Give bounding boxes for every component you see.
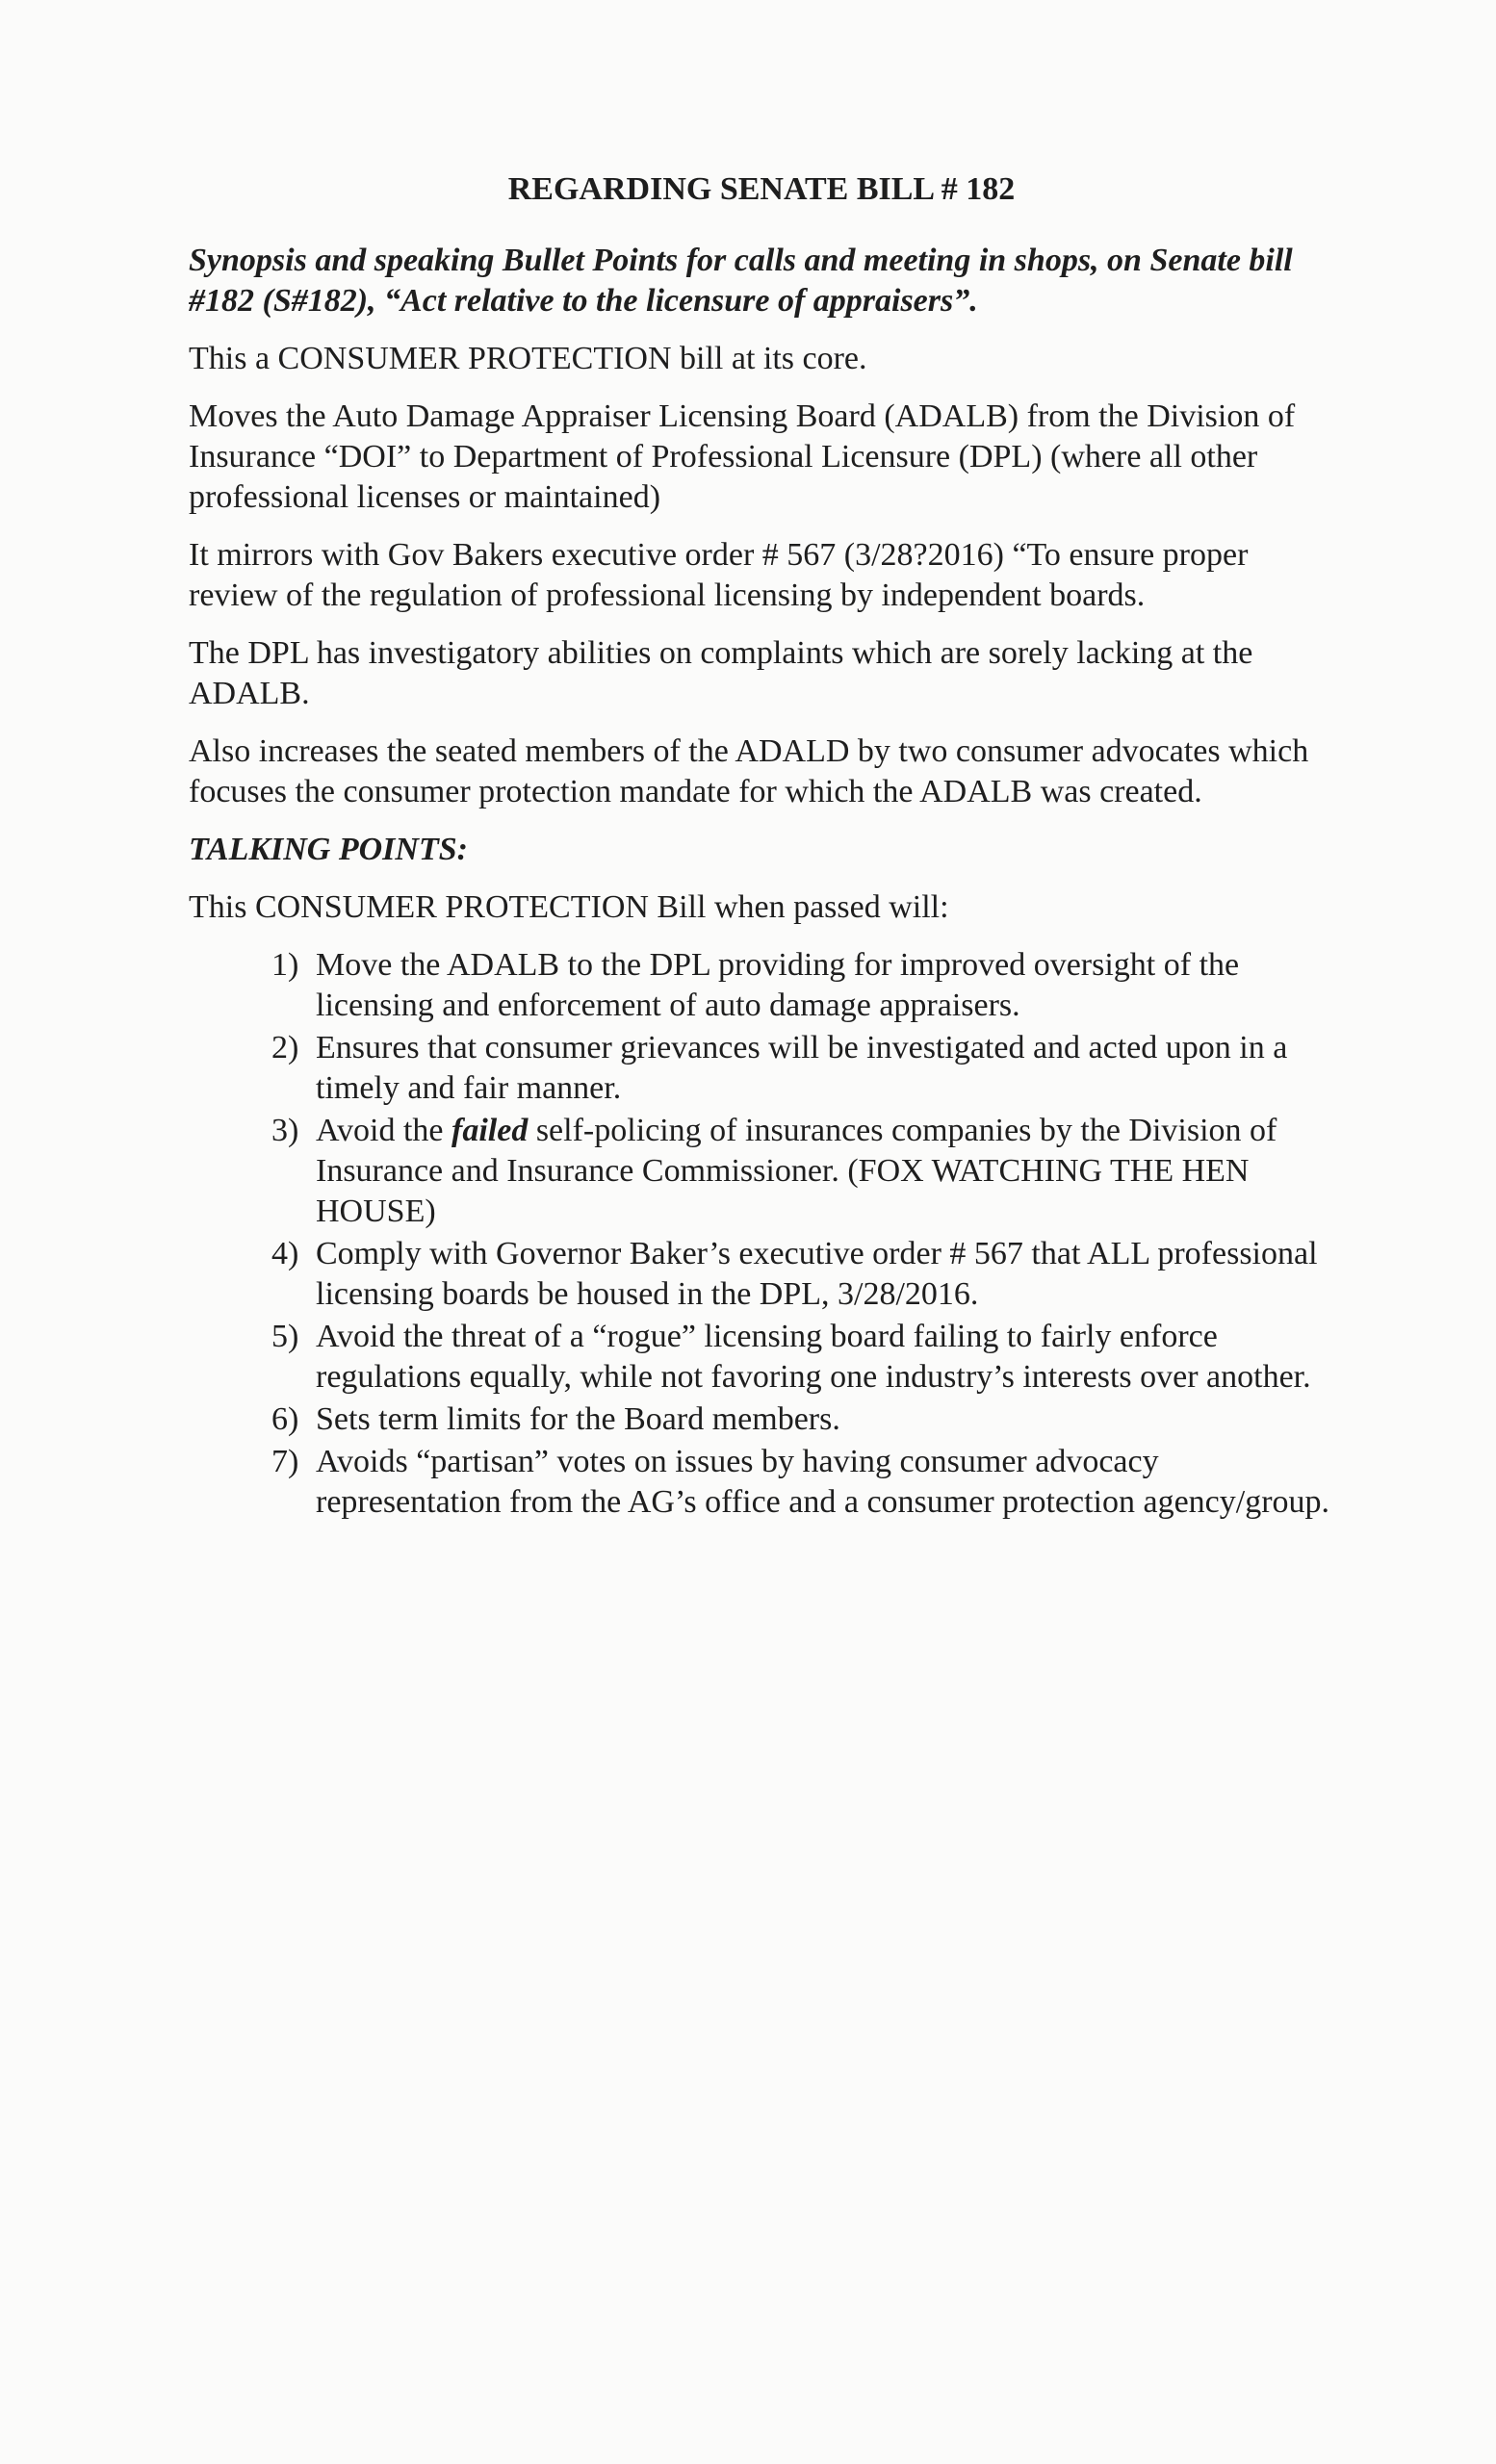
list-item-text-after: self-policing of insurances companies by the Division of Insurance and Insurance Commissioner. (FOX WATCHING THE HEN HOUSE): [316, 1113, 1277, 1229]
list-item: [189, 1028, 1344, 1109]
list-item-text: Avoid the threat of a “rogue” licensing board failing to fairly enforce regulations equally, while not favoring one industry’s interests over another.: [316, 1319, 1311, 1395]
list-item: [189, 1442, 1344, 1523]
list-item-number: 6): [271, 1401, 299, 1437]
list-item-text: Comply with Governor Baker’s executive order # 567 that ALL professional licensing boards be housed in the DPL, 3/28/2016.: [316, 1236, 1318, 1312]
document-body: [189, 169, 1344, 1525]
paragraph-executive-order: It mirrors with Gov Bakers executive order # 567 (3/28?2016) “To ensure proper review of the regulation of professional licensing by independent boards.: [189, 537, 1249, 613]
list-item-number: 5): [271, 1319, 299, 1354]
talking-points-list: [189, 945, 1344, 1523]
list-item-number: 1): [271, 947, 299, 983]
talking-points-intro: This CONSUMER PROTECTION Bill when passed will:: [189, 889, 949, 925]
list-item-number: 7): [271, 1444, 299, 1479]
list-item-number: 2): [271, 1030, 299, 1065]
list-item: [189, 1234, 1344, 1315]
list-item: [189, 1317, 1344, 1398]
paragraph-investigatory: The DPL has investigatory abilities on complaints which are sorely lacking at the ADALB.: [189, 635, 1253, 711]
paragraph-board-move: Moves the Auto Damage Appraiser Licensing Board (ADALB) from the Division of Insurance “DOI” to Department of Professional Licensure (DPL) (where all other professional licenses or maintained): [189, 398, 1296, 515]
list-item-text: Avoids “partisan” votes on issues by having consumer advocacy representation from the AG’s office and a consumer protection agency/group.: [316, 1444, 1330, 1520]
synopsis: Synopsis and speaking Bullet Points for calls and meeting in shops, on Senate bill #182 (S#182), “Act relative to the licensure of appraisers”.: [189, 243, 1293, 319]
list-item-number: 4): [271, 1236, 299, 1271]
emphasis-failed: failed: [451, 1113, 529, 1148]
paragraph-core: This a CONSUMER PROTECTION bill at its core.: [189, 341, 867, 376]
list-item-text-before: Avoid the: [316, 1113, 452, 1148]
list-item: [189, 1399, 1344, 1440]
talking-points-heading: TALKING POINTS:: [189, 832, 468, 867]
page-title: REGARDING SENATE BILL # 182: [507, 171, 1016, 207]
list-item-text: Move the ADALB to the DPL providing for improved oversight of the licensing and enforcement of auto damage appraisers.: [316, 947, 1240, 1023]
list-item-number: 3): [271, 1113, 299, 1148]
paragraph-members: Also increases the seated members of the ADALD by two consumer advocates which focuses the consumer protection mandate for which the ADALB was created.: [189, 733, 1309, 809]
list-item-text: Sets term limits for the Board members.: [316, 1401, 840, 1437]
list-item: [189, 1111, 1344, 1232]
list-item: [189, 945, 1344, 1026]
list-item-text: Ensures that consumer grievances will be investigated and acted upon in a timely and fair manner.: [316, 1030, 1288, 1106]
